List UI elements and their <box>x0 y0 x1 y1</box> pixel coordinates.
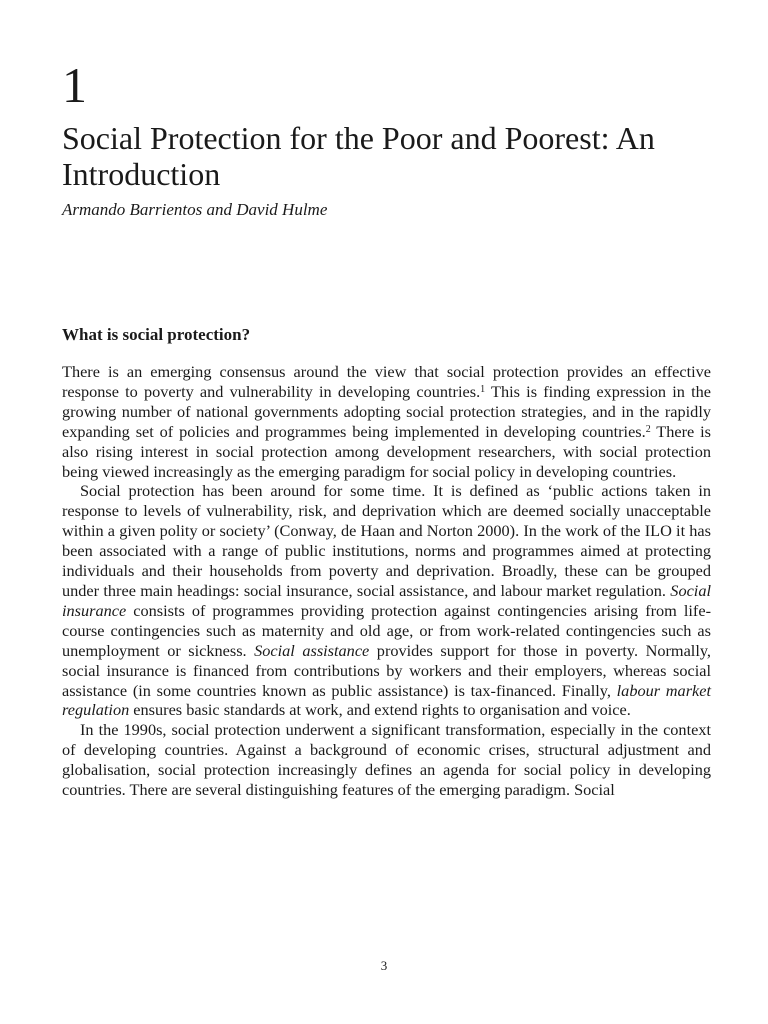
body-text <box>62 362 711 800</box>
paragraph-3 <box>62 720 711 800</box>
footnote-marker-1: 1 <box>480 383 486 395</box>
chapter-title: Social Protection for the Poor and Poorest: An Introduction <box>62 120 655 192</box>
page-number: 3 <box>380 958 388 973</box>
paragraph-2 <box>62 481 711 720</box>
paragraph-1-text-b: This is finding expression in the growing number of national governments adopting social protection strategies, and in the rapidly expanding set of policies and programmes being implemented in developing countries. <box>62 381 711 441</box>
paragraph-2-text-c: provides support for those in poverty. Normally, social insurance is financed from contributions by workers and their employers, whereas social assistance (in some countries known as public assistance) is tax-financed. Finally, <box>62 640 711 700</box>
chapter-authors: Armando Barrientos and David Hulme <box>62 200 328 219</box>
term-labour-market-regulation: labour market regulation <box>62 680 712 720</box>
term-social-insurance: Social insurance <box>62 580 711 620</box>
paragraph-1-text-a: There is an emerging consensus around the view that social protection provides an effective response to poverty and vulnerability in developing countries. <box>62 362 711 401</box>
paragraph-1-text-c: There is also rising interest in social protection among development researchers, with social protection being viewed increasingly as the emerging paradigm for social policy in developing countries. <box>62 421 711 481</box>
paragraph-2-text-b: consists of programmes providing protection against contingencies arising from life-course contingencies such as maternity and old age, or from work-related contingencies such as unemployment or sickness. <box>62 600 711 660</box>
footnote-marker-2: 2 <box>645 423 651 435</box>
paragraph-2-text-a: Social protection has been around for some time. It is defined as ‘public actions taken in response to levels of vulnerability, risk, and deprivation which are deemed socially unacceptable within a given polity or society’ (Conway, de Haan and Norton 2000). In the work of the ILO it has been associated with a range of public institutions, norms and programmes aimed at protecting individuals and their households from poverty and deprivation. Broadly, these can be grouped under three main headings: social insurance, social assistance, and labour market regulation. <box>62 481 711 600</box>
paragraph-1 <box>62 362 711 481</box>
paragraph-2-text-d: ensures basic standards at work, and extend rights to organisation and voice. <box>129 700 631 720</box>
section-heading: What is social protection? <box>62 325 251 344</box>
chapter-number: 1 <box>62 57 87 113</box>
paragraph-3-text-a: In the 1990s, social protection underwent a significant transformation, especially in the context of developing countries. Against a background of economic crises, structural adjustment and globalisation, social protection increasingly defines an agenda for social policy in developing countries. There are several distinguishing features of the emerging paradigm. Social <box>62 720 711 800</box>
term-social-assistance: Social assistance <box>254 640 370 660</box>
